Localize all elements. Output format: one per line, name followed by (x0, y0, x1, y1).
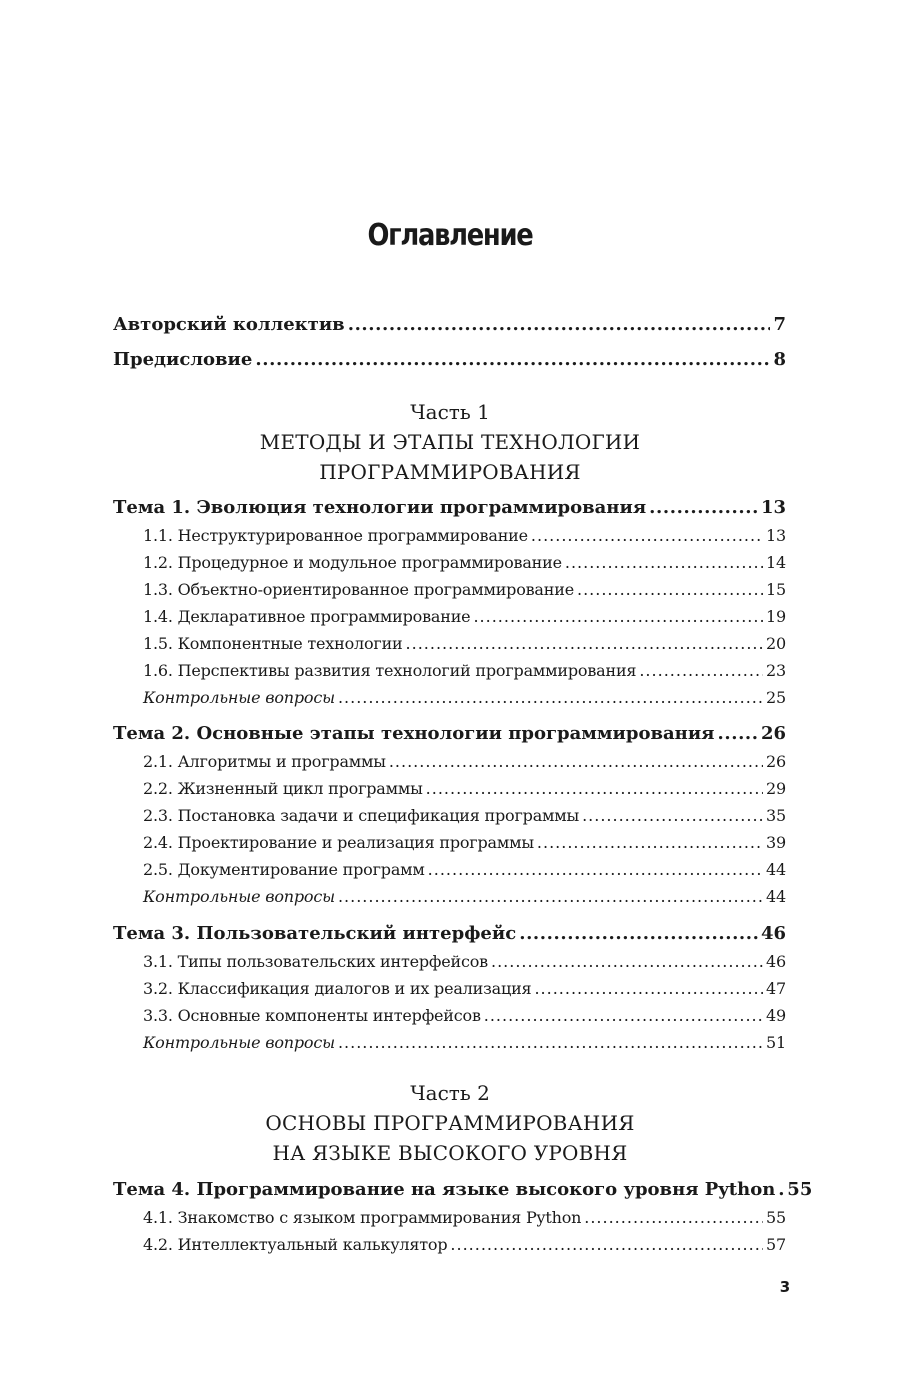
toc-section-1-4[interactable] (143, 607, 786, 626)
toc-topic-page: 26 (760, 723, 786, 744)
toc-section-label: 2.1. Алгоритмы и программы (143, 752, 386, 771)
toc-topic-2[interactable] (113, 723, 786, 744)
dot-leader (473, 607, 763, 626)
toc-topic-1[interactable] (113, 497, 786, 518)
dot-leader (584, 1208, 763, 1227)
toc-section-page: 20 (766, 634, 786, 653)
toc-section-page: 26 (766, 752, 786, 771)
toc-topic-label: Тема 3. Пользовательский интерфейс (113, 923, 517, 944)
toc-entry-label: Авторский коллектив (113, 314, 345, 335)
toc-entry-authors[interactable] (113, 314, 786, 335)
toc-section-review-questions[interactable] (143, 688, 786, 707)
toc-section-review-questions[interactable] (143, 1033, 786, 1052)
toc-section-1-2[interactable] (143, 553, 786, 572)
toc-section-page: 13 (766, 526, 786, 545)
part-title-line: ОСНОВЫ ПРОГРАММИРОВАНИЯ (265, 1111, 635, 1135)
toc-section-label: 2.4. Проектирование и реализация программы (143, 833, 534, 852)
part-2-header (0, 1078, 900, 1168)
part-heading: Часть 2 (410, 1081, 490, 1105)
toc-topic-page: 46 (760, 923, 786, 944)
dot-leader (338, 887, 763, 906)
toc-section-page: 35 (766, 806, 786, 825)
dot-leader (348, 314, 771, 335)
toc-section-label: 2.2. Жизненный цикл программы (143, 779, 423, 798)
dot-leader (338, 688, 763, 707)
toc-section-page: 14 (766, 553, 786, 572)
dot-leader (519, 923, 758, 944)
toc-section-label: 1.1. Неструктурированное программирование (143, 526, 528, 545)
toc-section-label: 1.2. Процедурное и модульное программирование (143, 553, 562, 572)
toc-section-label: 4.1. Знакомство с языком программирования Python (143, 1208, 582, 1227)
toc-section-2-2[interactable] (143, 779, 786, 798)
toc-section-3-3[interactable] (143, 1006, 786, 1025)
dot-leader (778, 1179, 784, 1200)
dot-leader (577, 580, 763, 599)
toc-topic-page: 55 (787, 1179, 813, 1200)
toc-section-page: 29 (766, 779, 786, 798)
toc-section-label: 1.3. Объектно-ориентированное программирование (143, 580, 574, 599)
toc-section-label: Контрольные вопросы (143, 1033, 335, 1052)
toc-section-page: 23 (766, 661, 786, 680)
toc-entry-page: 8 (773, 349, 786, 370)
part-1-header (0, 397, 900, 487)
dot-leader (484, 1006, 763, 1025)
toc-section-4-1[interactable] (143, 1208, 786, 1227)
dot-leader (565, 553, 763, 572)
page-title: Оглавление (367, 218, 533, 253)
dot-leader (428, 860, 763, 879)
part-title-line: НА ЯЗЫКЕ ВЫСОКОГО УРОВНЯ (272, 1141, 628, 1165)
toc-section-page: 51 (766, 1033, 786, 1052)
toc-section-page: 44 (766, 860, 786, 879)
toc-section-2-5[interactable] (143, 860, 786, 879)
toc-topic-label: Тема 1. Эволюция технологии программирования (113, 497, 647, 518)
toc-section-page: 55 (766, 1208, 786, 1227)
dot-leader (338, 1033, 763, 1052)
part-heading: Часть 1 (410, 400, 490, 424)
dot-leader (534, 979, 763, 998)
toc-section-page: 39 (766, 833, 786, 852)
dot-leader (639, 661, 763, 680)
dot-leader (255, 349, 770, 370)
dot-leader (582, 806, 763, 825)
dot-leader (426, 779, 763, 798)
toc-section-label: 1.4. Декларативное программирование (143, 607, 471, 626)
toc-section-1-6[interactable] (143, 661, 786, 680)
toc-section-label: 1.5. Компонентные технологии (143, 634, 403, 653)
toc-section-label: Контрольные вопросы (143, 688, 335, 707)
toc-section-review-questions[interactable] (143, 887, 786, 906)
toc-topic-label: Тема 4. Программирование на языке высокого уровня Python (113, 1179, 776, 1200)
dot-leader (531, 526, 763, 545)
toc-section-page: 47 (766, 979, 786, 998)
toc-section-1-3[interactable] (143, 580, 786, 599)
toc-section-page: 25 (766, 688, 786, 707)
toc-section-4-2[interactable] (143, 1235, 786, 1254)
toc-topic-3[interactable] (113, 923, 786, 944)
page-number: 3 (779, 1278, 791, 1296)
toc-section-1-5[interactable] (143, 634, 786, 653)
toc-section-label: 3.3. Основные компоненты интерфейсов (143, 1006, 481, 1025)
toc-section-3-1[interactable] (143, 952, 786, 971)
dot-leader (450, 1235, 763, 1254)
dot-leader (649, 497, 758, 518)
dot-leader (389, 752, 763, 771)
toc-entry-label: Предисловие (113, 349, 253, 370)
dot-leader (537, 833, 763, 852)
dot-leader (491, 952, 763, 971)
toc-section-page: 49 (766, 1006, 786, 1025)
toc-section-1-1[interactable] (143, 526, 786, 545)
toc-entry-page: 7 (773, 314, 786, 335)
toc-section-label: 1.6. Перспективы развития технологий программирования (143, 661, 637, 680)
dot-leader (406, 634, 764, 653)
toc-section-page: 57 (766, 1235, 786, 1254)
toc-section-label: Контрольные вопросы (143, 887, 335, 906)
toc-entry-preface[interactable] (113, 349, 786, 370)
toc-section-page: 44 (766, 887, 786, 906)
toc-section-label: 2.5. Документирование программ (143, 860, 425, 879)
toc-topic-page: 13 (760, 497, 786, 518)
toc-section-2-3[interactable] (143, 806, 786, 825)
toc-section-page: 19 (766, 607, 786, 626)
toc-section-label: 4.2. Интеллектуальный калькулятор (143, 1235, 448, 1254)
dot-leader (717, 723, 757, 744)
toc-topic-4[interactable] (113, 1179, 813, 1200)
toc-section-label: 3.1. Типы пользовательских интерфейсов (143, 952, 488, 971)
toc-section-2-4[interactable] (143, 833, 786, 852)
toc-section-page: 46 (766, 952, 786, 971)
toc-section-2-1[interactable] (143, 752, 786, 771)
part-title-line: ПРОГРАММИРОВАНИЯ (319, 460, 581, 484)
toc-section-label: 3.2. Классификация диалогов и их реализация (143, 979, 532, 998)
part-title-line: МЕТОДЫ И ЭТАПЫ ТЕХНОЛОГИИ (259, 430, 641, 454)
toc-topic-label: Тема 2. Основные этапы технологии программирования (113, 723, 715, 744)
toc-section-page: 15 (766, 580, 786, 599)
toc-section-3-2[interactable] (143, 979, 786, 998)
toc-section-label: 2.3. Постановка задачи и спецификация программы (143, 806, 580, 825)
